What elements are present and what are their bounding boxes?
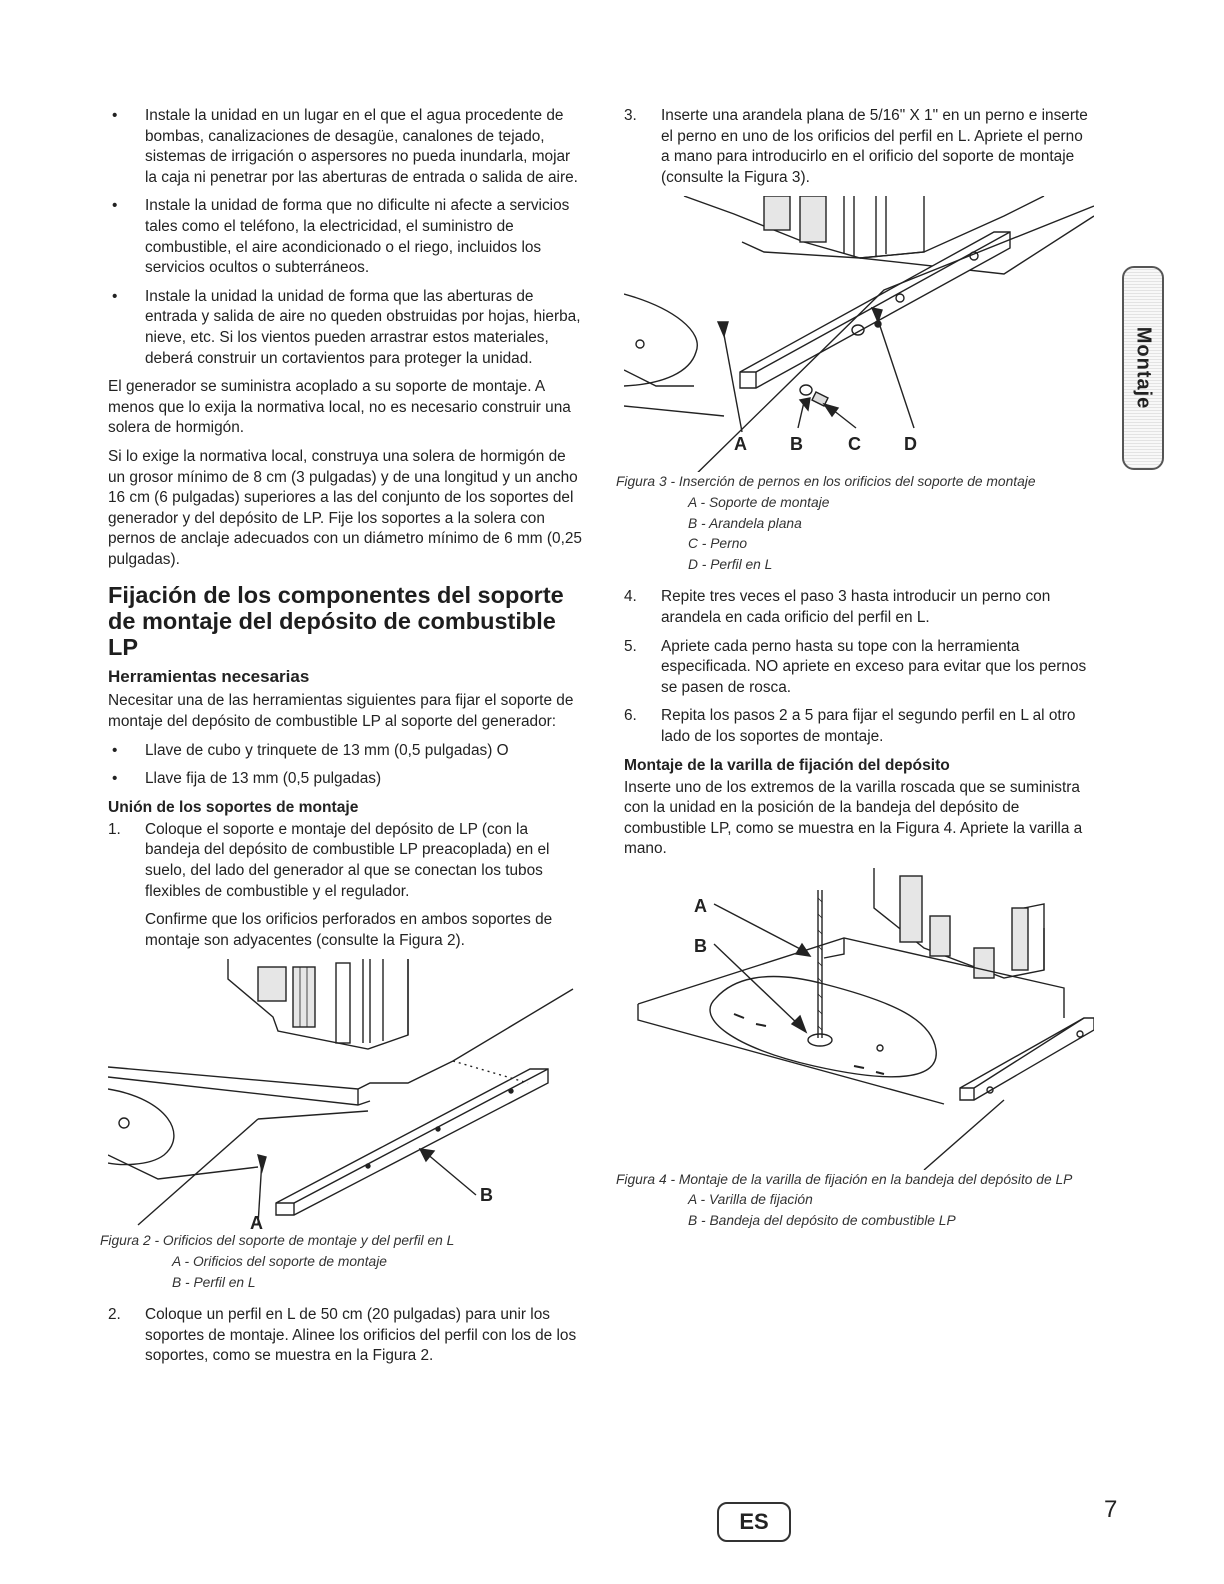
side-tab-label: Montaje: [1132, 326, 1155, 410]
step-number: 1.: [108, 820, 121, 838]
step-text: Coloque un perfil en L de 50 cm (20 pulgadas) para unir los soportes de montaje. Alinee los orificios del perfil con los de los soportes, como se muestra en la Figura 2.: [145, 1306, 577, 1365]
figure-2-illustration: [108, 959, 586, 1231]
step-number: 2.: [108, 1306, 121, 1324]
figure-2-legend-b: B - Perfil en L: [172, 1274, 256, 1290]
step-text: Repita los pasos 2 a 5 para fijar el segundo perfil en L al otro lado de los soportes de montaje.: [661, 707, 1076, 745]
figure-3-illustration: [624, 196, 1094, 472]
step-number: 4.: [624, 588, 637, 606]
figure-3-label-c: C: [848, 434, 861, 455]
figure-3-legend-a: A - Soporte de montaje: [688, 494, 830, 510]
figure-3-caption: Figura 3 - Inserción de pernos en los orificios del soporte de montaje: [616, 474, 1036, 490]
bullet-item: • Instale la unidad de forma que no dificulte ni afecte a servicios tales como el teléfono, la electricidad, el suministro de combustible, el aire acondicionado o el riego, incluidos los servicios ocultos o subterráneos.: [108, 196, 586, 278]
step-1: [108, 820, 586, 902]
figure-4-legend-b: B - Bandeja del depósito de combustible LP: [688, 1213, 956, 1229]
figure-4-label-b: B: [694, 935, 707, 956]
rod-paragraph: Inserte uno de los extremos de la varilla roscada que se suministra con la unidad en la posición de la bandeja del depósito de combustible LP, como se muestra en la Figura 4. Apriete la varilla a mano.: [624, 778, 1083, 858]
section-side-tab: [1122, 266, 1164, 470]
figure-3-label-d: D: [904, 434, 917, 455]
figure-3-label-a: A: [734, 434, 747, 455]
step-1-note: Confirme que los orificios perforados en ambos soportes de montaje son adyacentes (consulte la Figura 2).: [145, 911, 553, 949]
step-text: Apriete cada perno hasta su tope con la herramienta especificada. NO apriete en exceso para evitar que los pernos se pasen de rosca.: [661, 637, 1087, 696]
union-heading: Unión de los soportes de montaje: [108, 798, 359, 816]
tool-item: • Llave de cubo y trinquete de 13 mm (0,5 pulgadas) O: [108, 741, 586, 762]
tools-heading: Herramientas necesarias: [108, 667, 310, 687]
step-text: Inserte una arandela plana de 5/16" X 1" en un perno e inserte el perno en uno de los orificios del perfil en L. Apriete el perno a mano para introducirlo en el orificio del soporte de montaje (consulte la Figura 3).: [661, 107, 1088, 186]
step-4: [624, 587, 1094, 628]
figure-3-label-b: B: [790, 434, 803, 455]
figure-4-caption-block: [616, 1170, 1094, 1232]
step-text: Repite tres veces el paso 3 hasta introducir un perno con arandela en cada orificio del perfil en L.: [661, 588, 1051, 626]
paragraph-generator-supplied: El generador se suministra acoplado a su soporte de montaje. A menos que lo exija la normativa local, no es necesario construir una solera de hormigón.: [108, 378, 571, 437]
step-6: [624, 706, 1094, 747]
step-number: 3.: [624, 107, 637, 124]
step-number: 5.: [624, 637, 637, 655]
figure-3-legend-b: B - Arandela plana: [688, 515, 802, 531]
figure-3-caption-block: [616, 472, 1094, 575]
figure-4-caption: Figura 4 - Montaje de la varilla de fijación en la bandeja del depósito de LP: [616, 1171, 1073, 1187]
figure-4-illustration: [624, 868, 1094, 1170]
figure-2-label-a: A: [250, 1213, 263, 1232]
step-3: [624, 106, 1094, 188]
tool-item: • Llave fija de 13 mm (0,5 pulgadas): [108, 769, 586, 790]
section-title: Fijación de los componentes del soporte de montaje del depósito de combustible LP: [108, 582, 564, 661]
bullet-item: • Instale la unidad en un lugar en el que el agua procedente de bombas, canalizaciones de desagüe, canalones de tejado, sistemas de irrigación o aspersores no pueda inundarla, mojar la caja ni penetrar por las aberturas de entrada o salida de aire.: [108, 106, 586, 188]
tools-intro: Necesitar una de las herramientas siguientes para fijar el soporte de montaje del depósito de combustible LP al soporte del generador:: [108, 692, 574, 731]
paragraph-concrete-slab: Si lo exige la normativa local, construya una solera de hormigón de un grosor mínimo de 8 cm (3 pulgadas) y de una longitud y un ancho 16 cm (6 pulgadas) superiores a las del conjunto de los soportes del generador y del depósito de LP. Fije los soportes a la solera con pernos de anclaje adecuados con un diámetro mínimo de 6 mm (0,25 pulgadas).: [108, 447, 582, 568]
figure-3-legend-c: C - Perno: [688, 536, 748, 552]
step-number: 6.: [624, 707, 637, 725]
step-text: Coloque el soporte e montaje del depósito de LP (con la bandeja del depósito de combustible LP preacoplada) en el suelo, del lado del generador al que se conectan los tubos flexibles de combustible y el regulador.: [145, 820, 550, 900]
figure-2-label-b: B: [480, 1185, 493, 1206]
figure-2-caption-block: [100, 1231, 586, 1293]
page-number: 7: [1104, 1496, 1118, 1523]
figure-2-legend-a: A - Orificios del soporte de montaje: [172, 1254, 387, 1269]
step-5: [624, 637, 1094, 699]
figure-4-legend-a: A - Varilla de fijación: [688, 1192, 813, 1208]
rod-heading: Montaje de la varilla de fijación del depósito: [624, 756, 950, 774]
figure-4-label-a: A: [694, 895, 707, 916]
language-badge: ES: [717, 1502, 791, 1542]
step-2: [108, 1305, 586, 1367]
left-column: [100, 106, 586, 1375]
figure-2-caption: Figura 2 - Orificios del soporte de montaje y del perfil en L: [100, 1233, 455, 1249]
right-column: [616, 106, 1094, 1232]
figure-3-legend-d: D - Perfil en L: [688, 556, 773, 572]
bullet-item: • Instale la unidad la unidad de forma que las aberturas de entrada y salida de aire no queden obstruidas por hojas, hierba, nieve, etc. Si los vientos pueden arrastrar estos materiales, deberá construir un cortavientos para proteger la unidad.: [108, 287, 586, 369]
